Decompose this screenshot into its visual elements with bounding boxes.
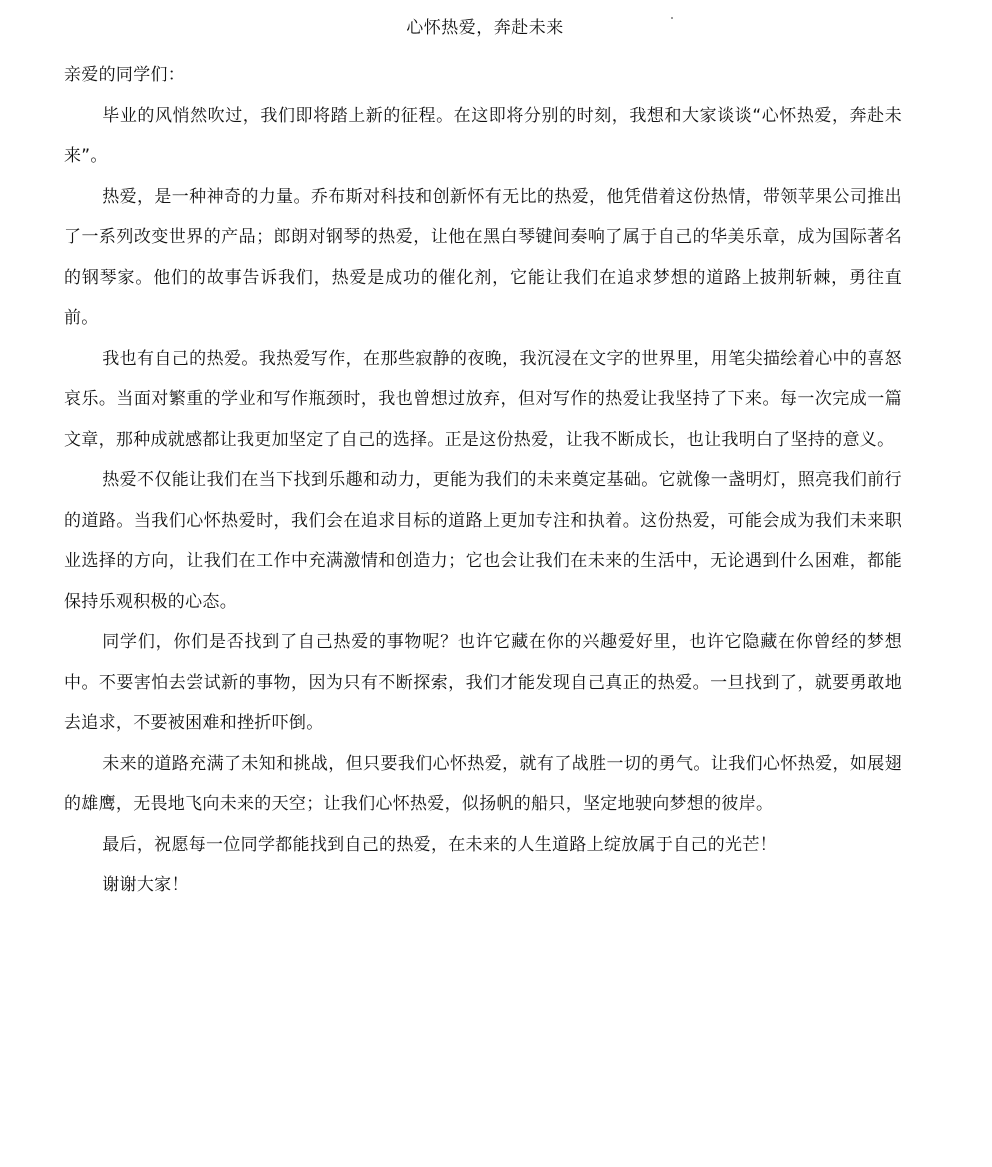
closing-wish: 最后，祝愿每一位同学都能找到自己的热爱，在未来的人生道路上绽放属于自己的光芒！	[102, 834, 777, 855]
closing-thanks: 谢谢大家！	[102, 875, 189, 895]
document-title: 心怀热爱，奔赴未来	[406, 18, 564, 38]
document-body	[64, 55, 902, 906]
paragraph: 未来的道路充满了未知和挑战，但只要我们心怀热爱，就有了战胜一切的勇气。让我们心怀热爱，如展翅的雄鹰，无畏地飞向未来的天空；让我们心怀热爱，似扬帆的船只，坚定地驶向梦想的彼岸。	[64, 753, 902, 814]
paragraph: 同学们，你们是否找到了自己热爱的事物呢？也许它藏在你的兴趣爱好里，也许它隐藏在你曾经的梦想中。不要害怕去尝试新的事物，因为只有不断探索，我们才能发现自己真正的热爱。一旦找到了，就要勇敢地去追求，不要被困难和挫折吓倒。	[64, 632, 902, 733]
stray-mark	[671, 17, 673, 19]
paragraph: 热爱，是一种神奇的力量。乔布斯对科技和创新怀有无比的热爱，他凭借着这份热情，带领苹果公司推出了一系列改变世界的产品；郎朗对钢琴的热爱，让他在黑白琴键间奏响了属于自己的华美乐章，成为国际著名的钢琴家。他们的故事告诉我们，热爱是成功的催化剂，它能让我们在追求梦想的道路上披荆斩棘，勇往直前。	[64, 186, 902, 328]
salutation: 亲爱的同学们：	[64, 65, 186, 85]
paragraph: 我也有自己的热爱。我热爱写作，在那些寂静的夜晚，我沉浸在文字的世界里，用笔尖描绘着心中的喜怒哀乐。当面对繁重的学业和写作瓶颈时，我也曾想过放弃，但对写作的热爱让我坚持了下来。每一次完成一篇文章，那种成就感都让我更加坚定了自己的选择。正是这份热爱，让我不断成长，也让我明白了坚持的意义。	[64, 348, 902, 450]
paragraph: 毕业的风悄然吹过，我们即将踏上新的征程。在这即将分别的时刻，我想和大家谈谈“心怀热爱，奔赴未来”。	[64, 105, 902, 166]
paragraph: 热爱不仅能让我们在当下找到乐趣和动力，更能为我们的未来奠定基础。它就像一盏明灯，照亮我们前行的道路。当我们心怀热爱时，我们会在追求目标的道路上更加专注和执着。这份热爱，可能会成为我们未来职业选择的方向，让我们在工作中充满激情和创造力；它也会让我们在未来的生活中，无论遇到什么困难，都能保持乐观积极的心态。	[64, 470, 902, 612]
